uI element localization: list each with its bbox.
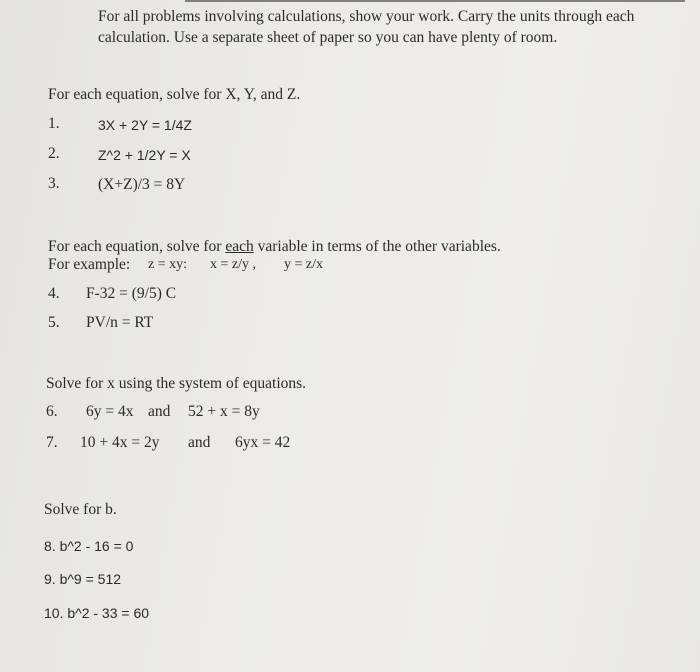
example-eq-2: x = z/y ,	[210, 257, 256, 272]
item-3-equation: (X+Z)/3 = 8Y	[98, 176, 186, 193]
example-label: For example:	[48, 256, 131, 273]
item-7-and: and	[188, 434, 211, 451]
item-7-number: 7.	[46, 434, 58, 451]
item-2-equation: Z^2 + 1/2Y = X	[98, 147, 191, 163]
item-4-number: 4.	[48, 285, 60, 302]
intro-line-1: For all problems involving calculations, show your work. Carry the units through each	[98, 8, 635, 25]
item-8: 8. b^2 - 16 = 0	[44, 538, 134, 554]
example-eq-3: y = z/x	[284, 257, 323, 272]
section2-heading-post: variable in terms of the other variables.	[253, 238, 501, 255]
item-6-equation-a: 6y = 4x	[86, 403, 134, 420]
item-1-equation: 3X + 2Y = 1/4Z	[98, 117, 192, 133]
item-6-equation-b: 52 + x = 8y	[188, 403, 260, 420]
item-1-number: 1.	[48, 115, 60, 132]
item-10: 10. b^2 - 33 = 60	[44, 605, 150, 621]
item-6-and: and	[148, 403, 171, 420]
item-7-equation-a: 10 + 4x = 2y	[80, 434, 160, 451]
section2-heading	[48, 238, 501, 256]
top-rule	[185, 0, 685, 2]
item-6-number: 6.	[46, 403, 58, 420]
item-4-equation: F-32 = (9/5) C	[86, 285, 177, 302]
item-3-number: 3.	[48, 175, 60, 192]
section1-heading: For each equation, solve for X, Y, and Z.	[48, 86, 301, 103]
section3-heading: Solve for x using the system of equations.	[46, 375, 307, 392]
example-eq-1: z = xy:	[148, 257, 187, 272]
item-5-number: 5.	[48, 314, 60, 331]
item-2-number: 2.	[48, 145, 60, 162]
item-9: 9. b^9 = 512	[44, 571, 122, 587]
item-5-equation: PV/n = RT	[86, 314, 154, 331]
section2-heading-pre: For each equation, solve for	[48, 238, 226, 255]
intro-line-2: calculation. Use a separate sheet of paper so you can have plenty of room.	[98, 29, 558, 46]
section2-heading-underlined: each	[225, 238, 254, 255]
item-7-equation-b: 6yx = 42	[235, 434, 291, 451]
section4-heading: Solve for b.	[44, 501, 117, 518]
